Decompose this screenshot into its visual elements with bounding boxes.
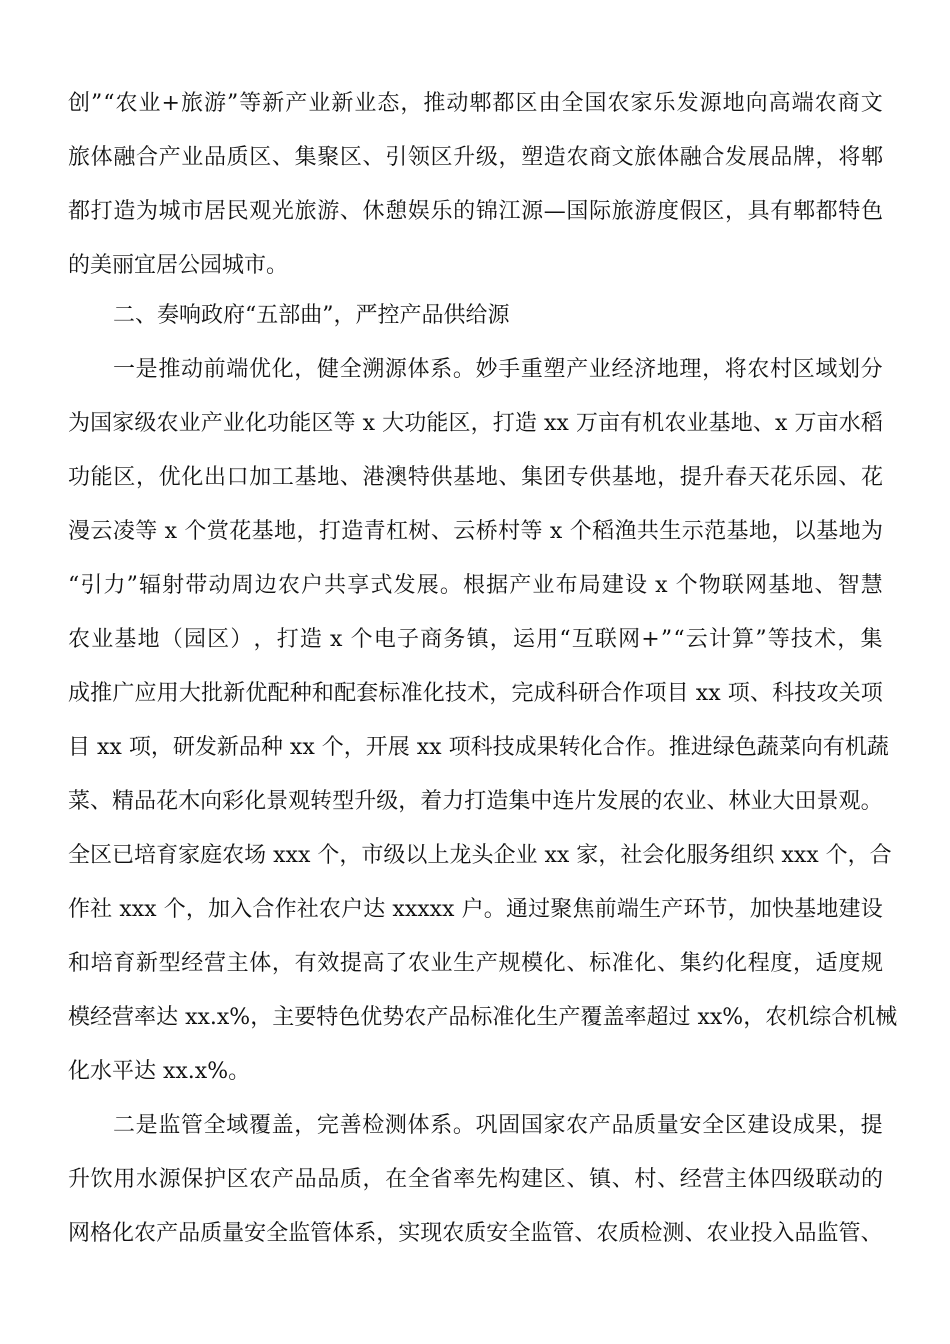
paragraph-line: 创 ” “ 农 业 + 旅 游 ” 等 新 产 业 新 业 态 ， 推 动 郫 都 区 由 全 国 农 家 乐 发 源 地 向 高 端 农 商 文 [68,91,883,116]
paragraph-line: 农 业 基 地 （ 园 区 ） ， 打 造 x 个 电 子 商 务 镇 ， 运 用 “ 互 联 网 + ” “ 云 计 算 ” 等 技 术 ， 集 [68,627,883,652]
paragraph-first-line: 一 是 推 动 前 端 优 化 ， 健 全 溯 源 体 系 。 妙 手 重 塑 产 业 经 济 地 理 ， 将 农 村 区 域 划 分 [113,357,883,382]
paragraph-line: 作 社 xxx 个 ， 加 入 合 作 社 农 户 达 xxxxx 户 。 通 过 聚 焦 前 端 生 产 环 节 ， 加 快 基 地 建 设 [68,897,883,922]
paragraph-line: 的美丽宜居公园城市。 [68,253,289,278]
paragraph-line: 都 打 造 为 城 市 居 民 观 光 旅 游 、 休 憩 娱 乐 的 锦 江 源 — 国 际 旅 游 度 假 区 ， 具 有 郫 都 特 色 [68,199,883,224]
paragraph-line: 升 饮 用 水 源 保 护 区 农 产 品 品 质 ， 在 全 省 率 先 构 建 区 、 镇 、 村 、 经 营 主 体 四 级 联 动 的 [68,1167,883,1192]
paragraph-line: 和 培 育 新 型 经 营 主 体 ， 有 效 提 高 了 农 业 生 产 规 模 化 、 标 准 化 、 集 约 化 程 度 ， 适 度 规 [68,951,883,976]
paragraph-line: 为 国 家 级 农 业 产 业 化 功 能 区 等 x 大 功 能 区 ， 打 造 xx 万 亩 有 机 农 业 基 地 、 x 万 亩 水 稻 [68,411,883,436]
paragraph-line: 网 格 化 农 产 品 质 量 安 全 监 管 体 系 ， 实 现 农 质 安 全 监 管 、 农 质 检 测 、 农 业 投 入 品 监 管 、 [68,1221,883,1246]
paragraph-first-line: 二、奏响政府“五部曲”，严控产品供给源 [113,303,510,328]
paragraph-line: 目 xx 项 ， 研 发 新 品 种 xx 个 ， 开 展 xx 项 科 技 成 果 转 化 合 作 。 推 进 绿 色 蔬 菜 向 有 机 蔬 [68,735,889,760]
paragraph-line: 全 区 已 培 育 家 庭 农 场 xxx 个 ， 市 级 以 上 龙 头 企 业 xx 家 ， 社 会 化 服 务 组 织 xxx 个 ， 合 [68,843,892,868]
paragraph-line: “ 引 力 ” 辐 射 带 动 周 边 农 户 共 享 式 发 展 。 根 据 产 业 布 局 建 设 x 个 物 联 网 基 地 、 智 慧 [68,573,883,598]
paragraph-line: 化水平达 xx.x%。 [68,1059,251,1084]
paragraph-first-line: 二 是 监 管 全 域 覆 盖 ， 完 善 检 测 体 系 。 巩 固 国 家 农 产 品 质 量 安 全 区 建 设 成 果 ， 提 [113,1113,883,1138]
paragraph-line: 漫 云 凌 等 x 个 赏 花 基 地 ， 打 造 青 杠 树 、 云 桥 村 等 x 个 稻 渔 共 生 示 范 基 地 ， 以 基 地 为 [68,519,883,544]
paragraph-line: 模 经 营 率 达 xx.x% ， 主 要 特 色 优 势 农 产 品 标 准 化 生 产 覆 盖 率 超 过 xx% ， 农 机 综 合 机 械 [68,1005,898,1030]
paragraph-line: 成 推 广 应 用 大 批 新 优 配 种 和 配 套 标 准 化 技 术 ， 完 成 科 研 合 作 项 目 xx 项 、 科 技 攻 关 项 [68,681,883,706]
paragraph-line: 功 能 区 ， 优 化 出 口 加 工 基 地 、 港 澳 特 供 基 地 、 集 团 专 供 基 地 ， 提 升 春 天 花 乐 园 、 花 [68,465,883,490]
paragraph-line: 菜 、 精 品 花 木 向 彩 化 景 观 转 型 升 级 ， 着 力 打 造 集 中 连 片 发 展 的 农 业 、 林 业 大 田 景 观 。 [68,789,883,814]
paragraph-line: 旅 体 融 合 产 业 品 质 区 、 集 聚 区 、 引 领 区 升 级 ， 塑 造 农 商 文 旅 体 融 合 发 展 品 牌 ， 将 郫 [68,145,883,170]
